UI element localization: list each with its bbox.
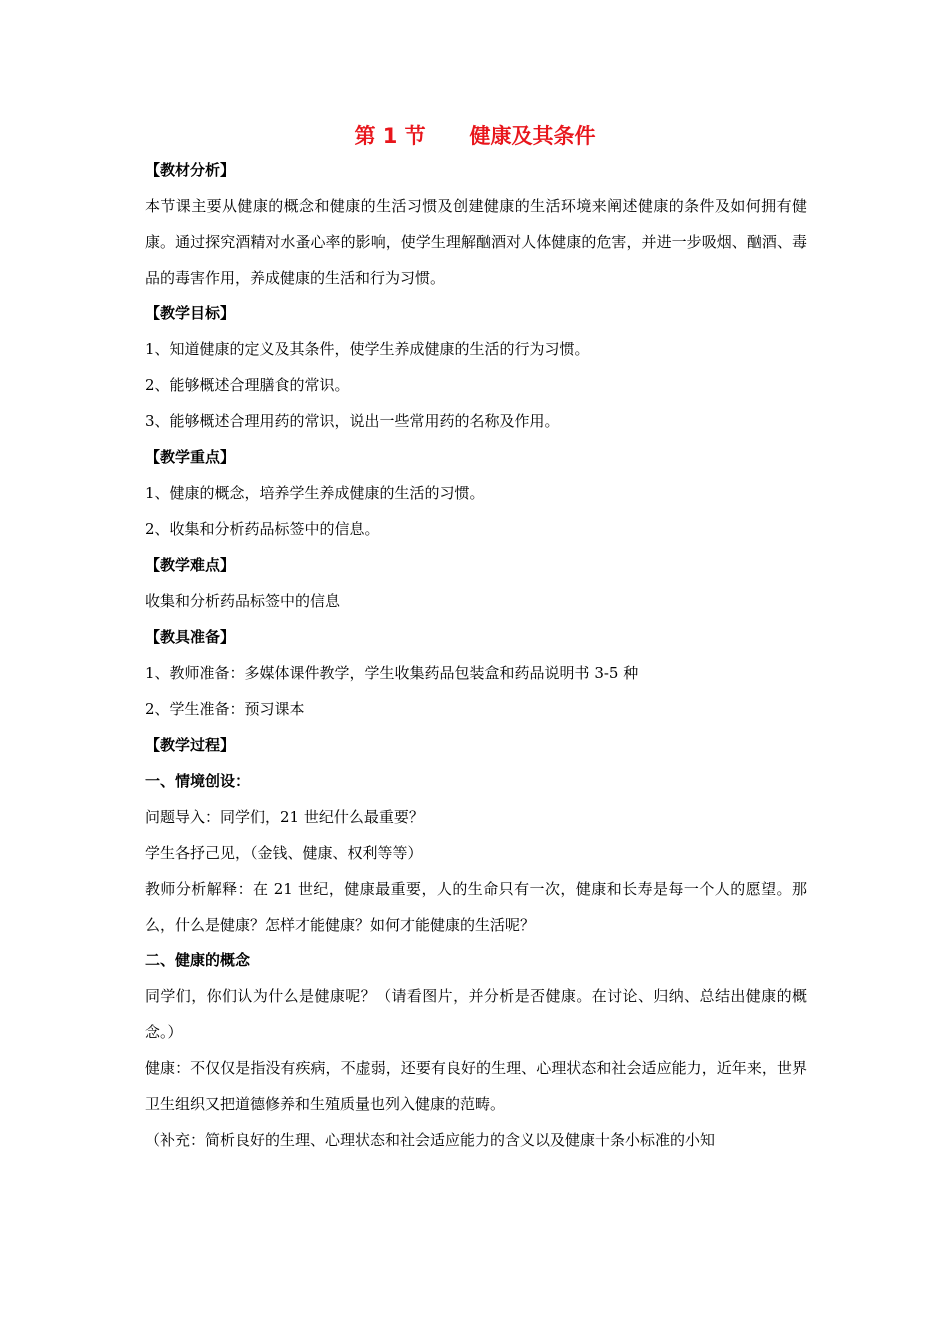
subsection-heading-health-concept: 二、健康的概念 <box>145 951 251 969</box>
section-heading-analysis: 【教材分析】 <box>145 161 236 179</box>
key-point-item: 2、收集和分析药品标签中的信息。 <box>145 520 380 538</box>
goal-item: 3、能够概述合理用药的常识，说出一些常用药的名称及作用。 <box>145 412 560 430</box>
section-heading-key-points: 【教学重点】 <box>145 448 236 466</box>
health-concept-paragraph: 同学们，你们认为什么是健康呢？（请看图片，并分析是否健康。在讨论、归纳、总结出健康的概念。） <box>145 987 807 1041</box>
goal-item: 1、知道健康的定义及其条件，使学生养成健康的生活的行为习惯。 <box>145 340 590 358</box>
section-heading-goals: 【教学目标】 <box>145 304 236 322</box>
section-heading-process: 【教学过程】 <box>145 736 236 754</box>
preparation-item: 1、教师准备：多媒体课件教学，学生收集药品包装盒和药品说明书 3-5 种 <box>145 664 639 682</box>
section-heading-preparation: 【教具准备】 <box>145 628 236 646</box>
analysis-paragraph: 本节课主要从健康的概念和健康的生活习惯及创建健康的生活环境来阐述健康的条件及如何拥有健康。通过探究酒精对水蚤心率的影响，使学生理解酗酒对人体健康的危害，并进一步吸烟、酗酒、毒品的毒害作用，养成健康的生活和行为习惯。 <box>145 197 807 287</box>
subsection-heading-scenario: 一、情境创设： <box>145 772 251 790</box>
key-point-item: 1、健康的概念，培养学生养成健康的生活的习惯。 <box>145 484 485 502</box>
preparation-item: 2、学生准备：预习课本 <box>145 700 305 718</box>
difficulty-text: 收集和分析药品标签中的信息 <box>145 592 341 610</box>
health-definition-paragraph: 健康：不仅仅是指没有疾病，不虚弱，还要有良好的生理、心理状态和社会适应能力，近年来，世界卫生组织又把道德修养和生殖质量也列入健康的范畴。 <box>145 1059 807 1113</box>
scenario-paragraph: 教师分析解释：在 21 世纪，健康最重要，人的生命只有一次，健康和长寿是每一个人的愿望。那么，什么是健康？怎样才能健康？如何才能健康的生活呢？ <box>145 880 807 934</box>
section-heading-difficulties: 【教学难点】 <box>145 556 236 574</box>
supplement-paragraph: （补充：简析良好的生理、心理状态和社会适应能力的含义以及健康十条小标准的小知 <box>145 1131 716 1149</box>
goal-item: 2、能够概述合理膳食的常识。 <box>145 376 350 394</box>
scenario-line: 学生各抒己见，（金钱、健康、权利等等） <box>145 844 423 862</box>
page-title: 第 1 节 健康及其条件 <box>354 124 596 148</box>
scenario-line: 问题导入：同学们，21 世纪什么最重要？ <box>145 808 424 826</box>
document-body <box>145 160 807 1165</box>
